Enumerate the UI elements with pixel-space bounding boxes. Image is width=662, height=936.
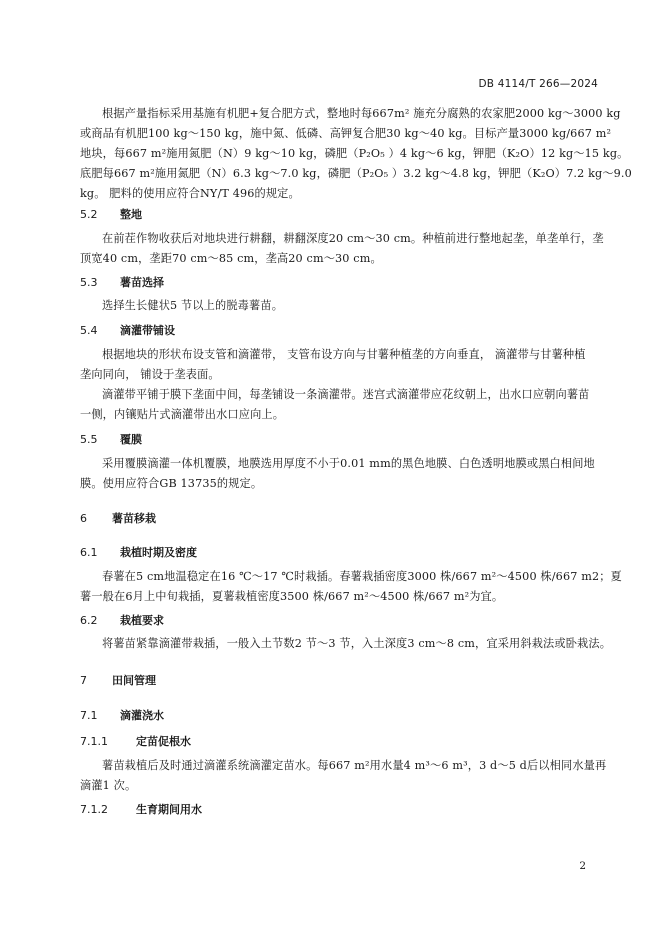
paragraph-mulching (80, 454, 602, 494)
text-line: 顶宽40 cm，垄距70 cm～85 cm，垄高20 cm～30 cm。 (80, 252, 382, 265)
document-code: DB 4114/T 266—2024 (478, 78, 598, 90)
heading-title: 滴灌带铺设 (120, 324, 175, 337)
heading-title: 栽植时期及密度 (120, 546, 197, 559)
heading-5-3 (80, 274, 164, 290)
heading-7-1-2 (80, 801, 202, 817)
paragraph-seedling-water (80, 756, 607, 796)
heading-5-2 (80, 206, 142, 222)
heading-number: 6.1 (80, 546, 98, 559)
heading-title: 生育期间用水 (136, 803, 202, 816)
heading-number: 7.1.2 (80, 803, 108, 816)
heading-number: 5.3 (80, 276, 98, 289)
heading-7-1 (80, 707, 164, 723)
text-line: 采用覆膜滴灌一体机覆膜，地膜选用厚度不小于0.01 mm的黑色地膜、白色透明地膜或黑白相间地 (102, 457, 595, 470)
heading-number: 6.2 (80, 614, 98, 627)
paragraph-planting-requirements (80, 634, 612, 654)
paragraph-drip-laying (80, 385, 602, 425)
text-line: 薯苗栽植后及时通过滴灌系统滴灌定苗水。每667 m²用水量4 m³～6 m³，3 d～5 d后以相同水量再 (102, 759, 607, 772)
text-line: kg。 肥料的使用应符合NY/T 496的规定。 (80, 187, 300, 200)
text-line: 滴灌带平铺于膜下垄面中间，每垄铺设一条滴灌带。迷宫式滴灌带应花纹朝上，出水口应朝向薯苗 (102, 388, 590, 401)
heading-title: 覆膜 (120, 433, 142, 446)
paragraph-planting-density (80, 567, 622, 607)
heading-title: 栽植要求 (120, 614, 164, 627)
text-line: 或商品有机肥100 kg～150 kg，施中氮、低磷、高钾复合肥30 kg～40 kg。目标产量3000 kg/667 m² (80, 127, 612, 140)
page-number: 2 (579, 860, 586, 872)
heading-number: 7.1.1 (80, 735, 108, 748)
heading-5-4 (80, 322, 175, 338)
heading-title: 定苗促根水 (136, 735, 191, 748)
heading-6-2 (80, 612, 164, 628)
text-line: 滴灌1 次。 (80, 779, 137, 792)
heading-6-1 (80, 544, 197, 560)
text-line: 地块，每667 m²施用氮肥（N）9 kg～10 kg，磷肥（P₂O₅ ）4 kg～6 kg，钾肥（K₂O）12 kg～15 kg。 (80, 147, 629, 160)
text-line: 根据地块的形状布设支管和滴灌带， 支管布设方向与甘薯种植垄的方向垂直， 滴灌带与甘薯种植 (102, 348, 586, 361)
paragraph-land-prep (80, 229, 602, 269)
text-line: 垄向同向， 铺设于垄表面。 (80, 368, 220, 381)
paragraph-drip-layout (80, 345, 602, 385)
text-line: 春薯在5 cm地温稳定在16 ℃～17 ℃时栽插。春薯栽插密度3000 株/667 m²～4500 株/667 m2；夏 (102, 570, 622, 583)
paragraph-seedling-selection (80, 296, 602, 316)
text-line: 薯一般在6月上中旬栽插，夏薯栽植密度3500 株/667 m²～4500 株/667 m²为宜。 (80, 590, 504, 603)
text-line: 在前茬作物收获后对地块进行耕翻，耕翻深度20 cm～30 cm。种植前进行整地起垄，单垄单行，垄 (102, 232, 604, 245)
heading-title: 薯苗选择 (120, 276, 164, 289)
heading-title: 田间管理 (112, 674, 156, 687)
heading-number: 7.1 (80, 709, 98, 722)
heading-number: 7 (80, 674, 87, 687)
text-line: 膜。使用应符合GB 13735的规定。 (80, 477, 263, 490)
heading-5-5 (80, 431, 142, 447)
heading-title: 滴灌浇水 (120, 709, 164, 722)
heading-title: 薯苗移栽 (112, 512, 156, 525)
heading-title: 整地 (120, 208, 142, 221)
heading-number: 5.5 (80, 433, 98, 446)
heading-7 (80, 672, 156, 688)
text-line: 将薯苗紧靠滴灌带栽插，一般入土节数2 节～3 节，入土深度3 cm～8 cm，宜采用斜栽法或卧栽法。 (102, 637, 612, 650)
text-line: 选择生长健状5 节以上的脱毒薯苗。 (102, 299, 284, 312)
heading-7-1-1 (80, 733, 191, 749)
text-line: 根据产量指标采用基施有机肥+复合肥方式，整地时每667m² 施充分腐熟的农家肥2000 kg～3000 kg (102, 107, 621, 120)
heading-6 (80, 510, 156, 526)
heading-number: 5.4 (80, 324, 98, 337)
heading-number: 5.2 (80, 208, 98, 221)
paragraph-fertilizer (80, 104, 632, 204)
text-line: 底肥每667 m²施用氮肥（N）6.3 kg～7.0 kg，磷肥（P₂O₅ ）3.2 kg～4.8 kg，钾肥（K₂O）7.2 kg～9.0 (80, 167, 632, 180)
text-line: 一侧，内镶贴片式滴灌带出水口应向上。 (80, 408, 285, 421)
heading-number: 6 (80, 512, 87, 525)
